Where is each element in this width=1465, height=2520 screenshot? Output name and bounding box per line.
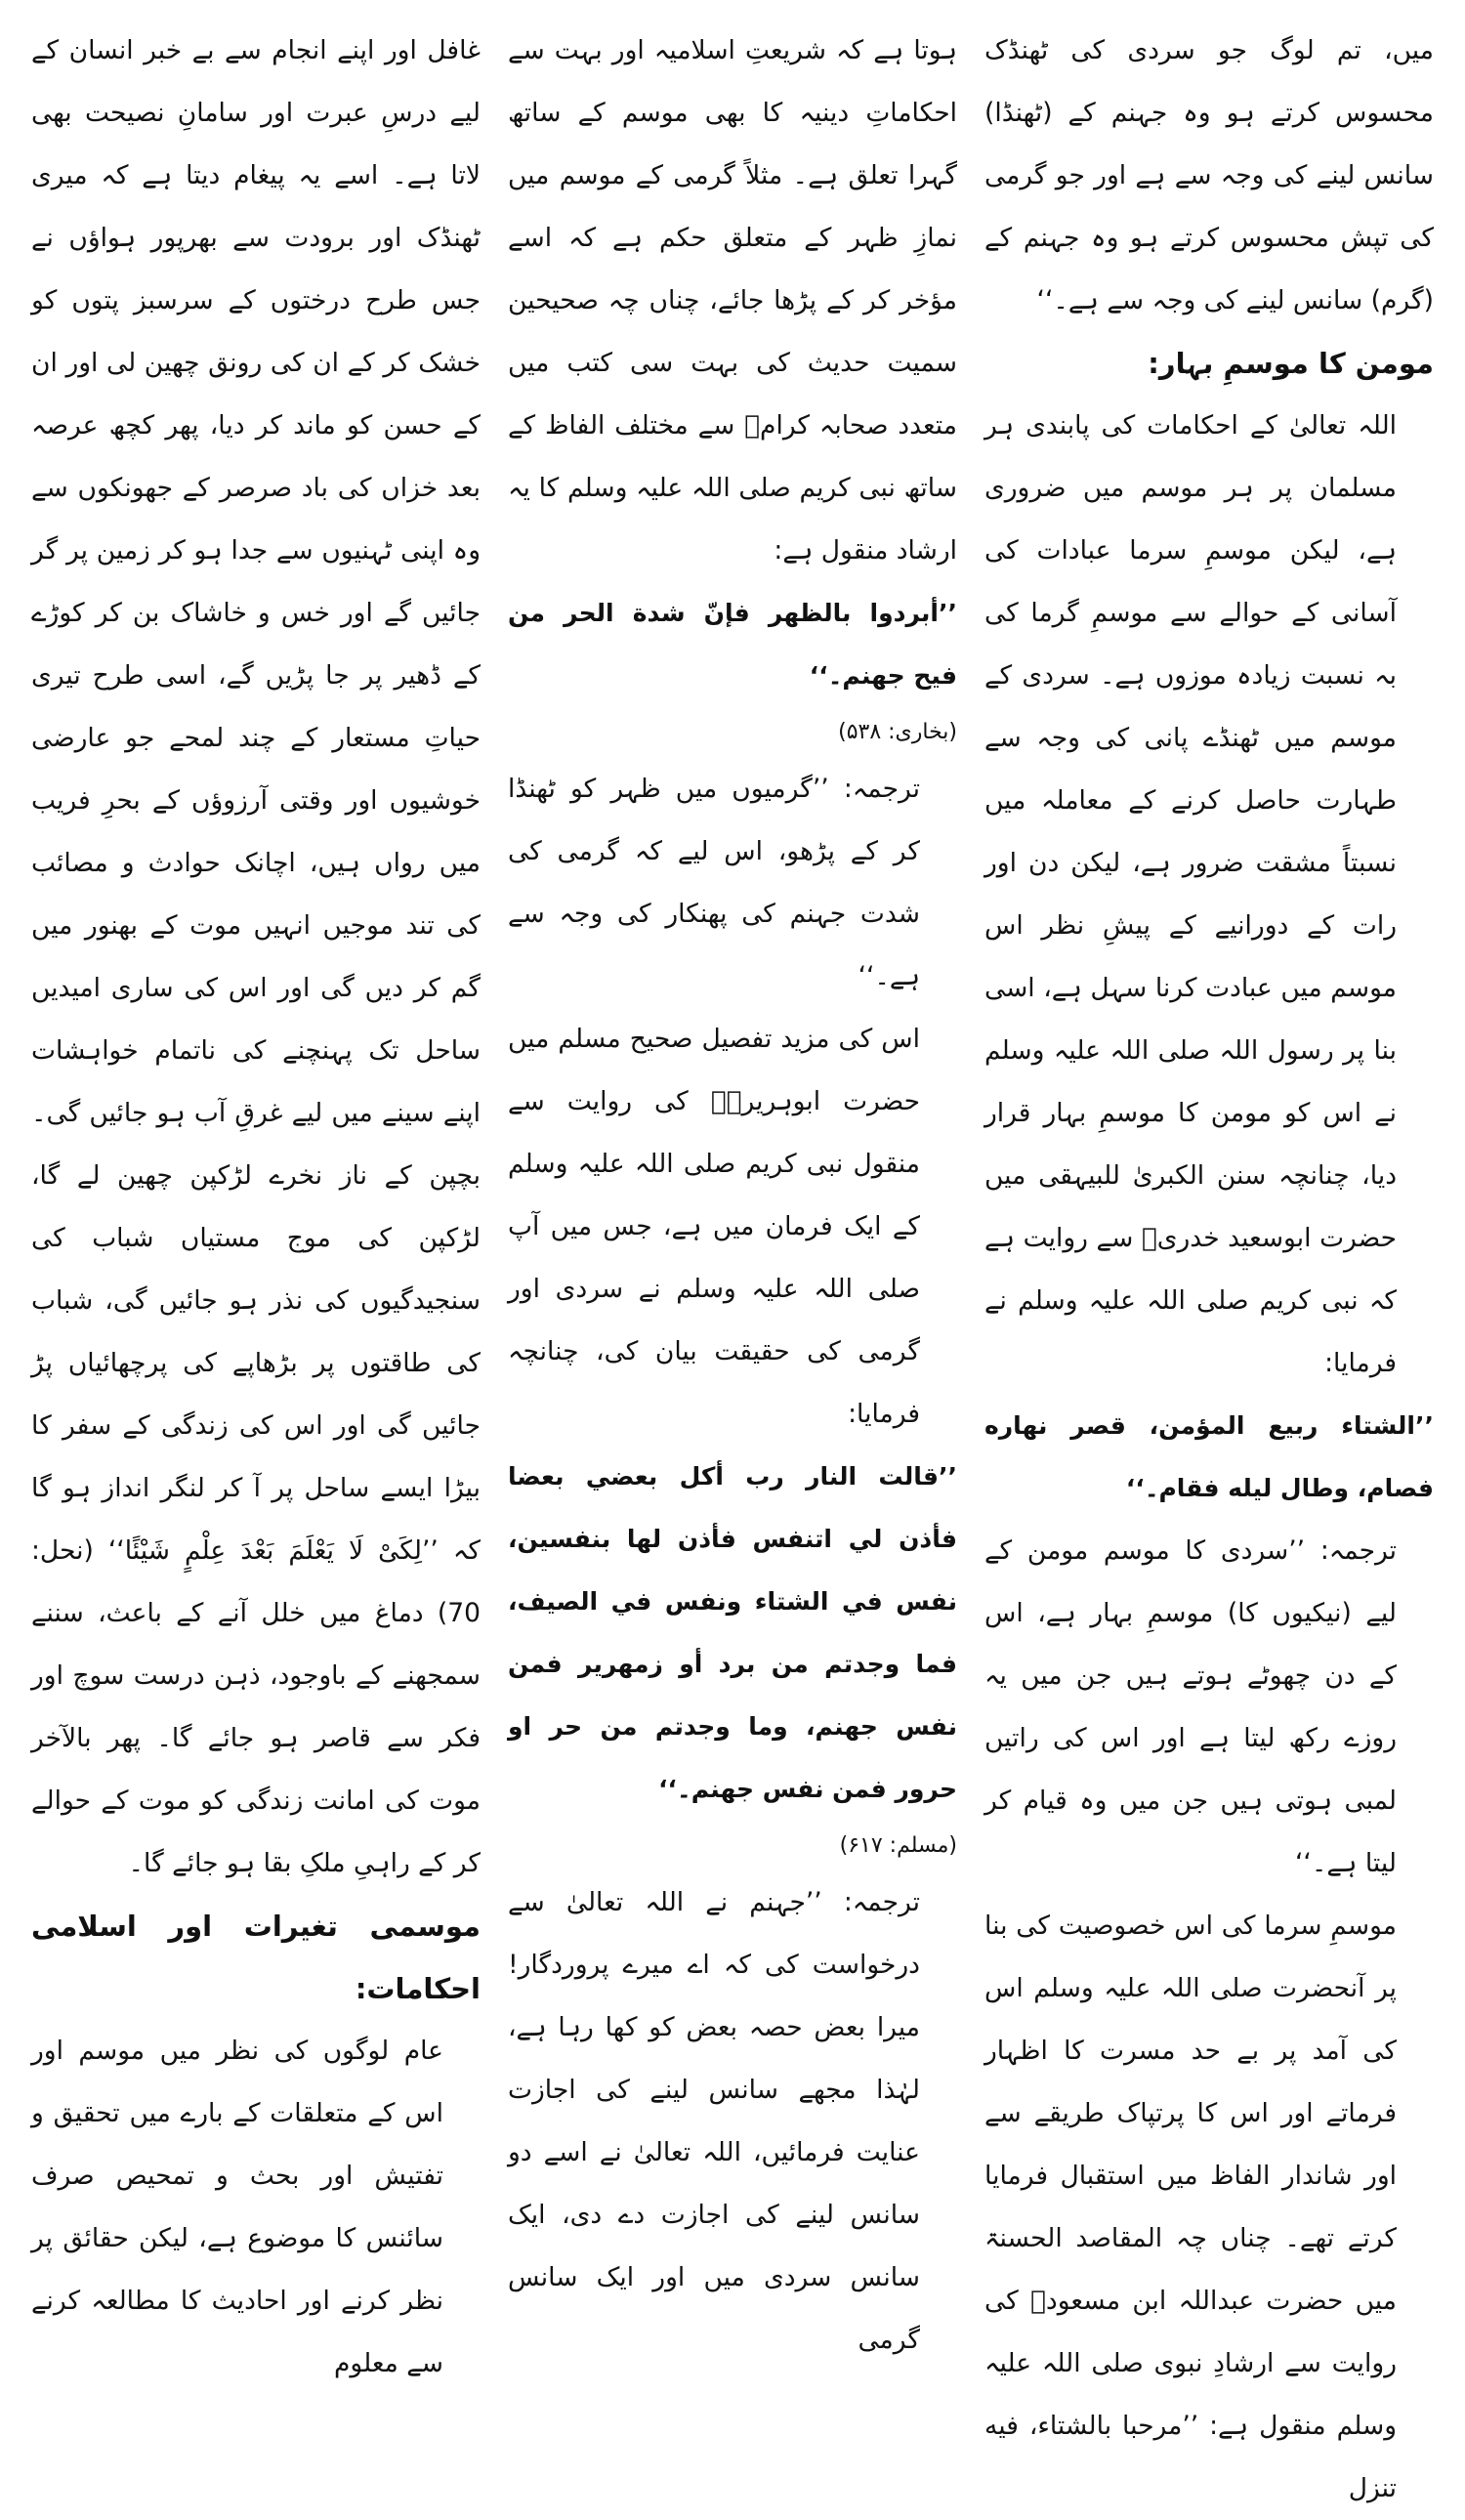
translation-paragraph: ترجمہ: ’’سردی کا موسم مومن کے لیے (نیکیوں کا) موسمِ بہار ہے، اس کے دن چھوٹے ہوتے ہیں جن میں یہ روزے رکھ لیتا ہے اور اس کی راتیں لمبی ہوتی ہیں جن میں وہ قیام کر لیتا ہے۔‘‘ bbox=[984, 1535, 1397, 1878]
translation-paragraph: ترجمہ: ’’جہنم نے اللہ تعالیٰ سے درخواست کی کہ اے میرے پروردگار! میرا بعض حصہ بعض کو کھا رہا ہے، لہٰذا مجھے سانس لینے کی اجازت عنایت فرمائیں، اللہ تعالیٰ نے اسے دو سانس لینے کی اجازت دے دی، ایک سانس سردی میں اور ایک سانس گرمی bbox=[508, 1887, 920, 2355]
column-middle bbox=[494, 20, 971, 2355]
paragraph: اس کی مزید تفصیل صحیح مسلم میں حضرت ابوہریرہؓ کی روایت سے منقول نبی کریم صلی اللہ علیہ وسلم کے ایک فرمان میں ہے، جس میں آپ صلی اللہ علیہ وسلم نے سردی اور گرمی کی حقیقت بیان کی، چنانچہ فرمایا: bbox=[508, 1024, 920, 1429]
reference-citation: (بخاری: ۵۳۸) bbox=[838, 720, 957, 744]
paragraph: غافل اور اپنے انجام سے بے خبر انسان کے لیے درسِ عبرت اور سامانِ نصیحت بھی لاتا ہے۔ اسے یہ پیغام دیتا ہے کہ میری ٹھنڈک اور برودت سے بھرپور ہواؤں نے جس طرح درختوں کے سرسبز پتوں کو خشک کر کے ان کی رونق چھین لی اور ان کے حسن کو ماند کر دیا، پھر کچھ عرصہ بعد خزاں کی باد صرصر کے جھونکوں سے وہ اپنی ٹہنیوں سے جدا ہو کر زمین پر گر جائیں گے اور خس و خاشاک بن کر کوڑے کے ڈھیر پر جا پڑیں گے، اسی طرح تیری حیاتِ مستعار کے چند لمحے جو عارضی خوشیوں اور وقتی آرزوؤں کے بحرِ فریب میں رواں ہیں، اچانک حوادث و مصائب کی تند موجیں انہیں موت کے بھنور میں گم کر دیں گی اور اس کی ساری امیدیں ساحل تک پہنچنے کی ناتمام خواہشات اپنے سینے میں لیے غرقِ آب ہو جائیں گی۔ بچپن کے ناز نخرے لڑکپن چھین لے گا، لڑکپن کی موج مستیاں شباب کی سنجیدگیوں کی نذر ہو جائیں گی، شباب کی طاقتوں پر بڑھاپے کی پرچھائیاں پڑ جائیں گی اور اس کی زندگی کے سفر کا بیڑا ایسے ساحل پر آ کر لنگر انداز ہو گا کہ ’’لِکَیْ لَا یَعْلَمَ بَعْدَ عِلْمٍ شَیْئًا‘‘ (نحل: 70) دماغ میں خلل آنے کے باعث، سننے سمجھنے کے باوجود، ذہن درست سوچ اور فکر سے قاصر ہو جائے گا۔ پھر بالآخر موت کی امانت زندگی کو موت کے حوالے کر کے راہیِ ملکِ بقا ہو جائے گا۔ bbox=[31, 35, 481, 1878]
arabic-hadith-quote: ’’أبردوا بالظهر فإنّ شدة الحر من فيح جهنم۔‘‘ bbox=[508, 599, 957, 690]
paragraph: عام لوگوں کی نظر میں موسم اور اس کے متعلقات کے بارے میں تحقیق و تفتیش اور بحث و تمحیص صرف سائنس کا موضوع ہے، لیکن حقائق پر نظر کرنے اور احادیث کا مطالعہ کرنے سے معلوم bbox=[31, 2036, 443, 2378]
paragraph: اللہ تعالیٰ کے احکامات کی پابندی ہر مسلمان پر ہر موسم میں ضروری ہے، لیکن موسمِ سرما عبادات کی آسانی کے حوالے سے موسمِ گرما کی بہ نسبت زیادہ موزوں ہے۔ سردی کے موسم میں ٹھنڈے پانی کی وجہ سے طہارت حاصل کرنے کے معاملہ میں نسبتاً مشقت ضرور ہے، لیکن دن اور رات کے دورانیے کے پیشِ نظر اس موسم میں عبادت کرنا سہل ہے، اسی بنا پر رسول اللہ صلی اللہ علیہ وسلم نے اس کو مومن کا موسمِ بہار قرار دیا، چنانچہ سنن الکبریٰ للبیہقی میں حضرت ابوسعید خدریؓ سے روایت ہے کہ نبی کریم صلی اللہ علیہ وسلم نے فرمایا: bbox=[984, 410, 1397, 1378]
arabic-hadith-quote: ’’الشتاء ربيع المؤمن، قصر نهاره فصام، وطال ليله فقام۔‘‘ bbox=[984, 1411, 1434, 1502]
translation-paragraph: ترجمہ: ’’گرمیوں میں ظہر کو ٹھنڈا کر کے پڑھو، اس لیے کہ گرمی کی شدت جہنم کی پھنکار کی وجہ سے ہے۔‘‘ bbox=[508, 774, 920, 991]
section-heading: موسمی تغیرات اور اسلامی احکامات: bbox=[31, 1910, 481, 2005]
arabic-hadith-quote: ’’قالت النار رب أكل بعضي بعضا فأذن لي اتنفس فأذن لها بنفسين، نفس في الشتاء ونفس في الصيف، فما وجدتم من برد أو زمهرير فمن نفس جهنم، وما وجدتم من حر او حرور فمن نفس جهنم۔‘‘ bbox=[508, 1462, 957, 1803]
paragraph: ہوتا ہے کہ شریعتِ اسلامیہ اور بہت سے احکاماتِ دینیہ کا بھی موسم کے ساتھ گہرا تعلق ہے۔ مثلاً گرمی کے موسم میں نمازِ ظہر کے متعلق حکم ہے کہ اسے مؤخر کر کے پڑھا جائے، چناں چہ صحیحین سمیت حدیث کی بہت سی کتب میں متعدد صحابہ کرامؓ سے مختلف الفاظ کے ساتھ نبی کریم صلی اللہ علیہ وسلم کا یہ ارشاد منقول ہے: bbox=[508, 35, 957, 566]
paragraph: موسمِ سرما کی اس خصوصیت کی بنا پر آنحضرت صلی اللہ علیہ وسلم اس کی آمد پر بے حد مسرت کا اظہار فرماتے اور اس کا پرتپاک طریقے سے اور شاندار الفاظ میں استقبال فرمایا کرتے تھے۔ چناں چہ المقاصد الحسنۃ میں حضرت عبداللہ ابن مسعودؓ کی روایت سے ارشادِ نبوی صلی اللہ علیہ وسلم منقول ہے: ’’مرحبا بالشتاء، فيه تنزل bbox=[984, 1911, 1397, 2503]
reference-citation: (مسلم: ۶۱۷) bbox=[839, 1833, 957, 1858]
column-left bbox=[971, 20, 1447, 2503]
section-heading: مومن کا موسمِ بہار: bbox=[1148, 347, 1434, 380]
column-right bbox=[18, 20, 494, 2378]
paragraph: میں، تم لوگ جو سردی کی ٹھنڈک محسوس کرتے ہو وہ جہنم کے (ٹھنڈا) سانس لینے کی وجہ سے ہے اور جو گرمی کی تپش محسوس کرتے ہو وہ جہنم کے (گرم) سانس لینے کی وجہ سے ہے۔‘‘ bbox=[984, 35, 1434, 315]
